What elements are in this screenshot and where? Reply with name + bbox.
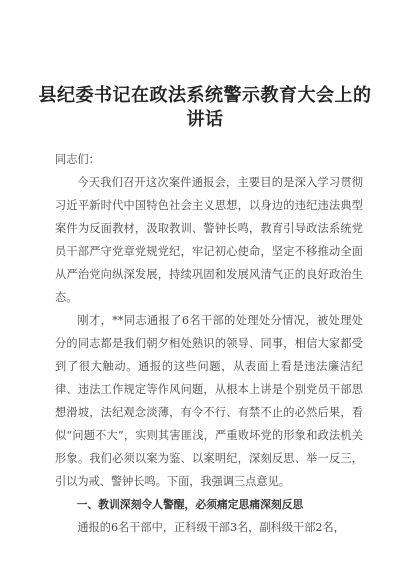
paragraph-report: 刚才，**同志通报了6名干部的处理处分情况，被处理处分的同志都是我们朝夕相处熟识的领导、同事，相信大家都受到了很大触动。通报的这些问题，从表面上看是违法廉洁纪律、违法工作规定等作风问题，从根本上讲是个别党员干部思想滑坡，法纪观念淡薄，有令不行、有禁不止的必然后果，看似“问题不大”，实则其害匪浅，严重败坏党的形象和政法机关形象。我们必须以案为鉴、以案明纪，深刻反思、举一反三，引以为戒、警钟长鸣。下面，我强调三点意见。 <box>55 314 363 488</box>
document-title: 县纪委书记在政法系统警示教育大会上的讲话 <box>38 85 372 130</box>
paragraph-partial: 通报的6名干部中，正科级干部3名，副科级干部2名， <box>77 521 345 534</box>
section-heading: 一、教训深刻令人警醒，必须痛定思痛深刻反思 <box>76 498 304 511</box>
salutation: 同志们： <box>55 153 100 166</box>
paragraph-intro: 今天我们召开这次案件通报会，主要目的是深入学习贯彻习近平新时代中国特色社会主义思想，以身边的违纪违法典型案件为反面教材，汲取教训、警钟长鸣，教育引导政法系统党员干部严守党章党规党纪，牢记初心使命，坚定不移推动全面从严治党向纵深发展，持续巩固和发展风清气正的良好政治生态。 <box>55 176 363 304</box>
document-body <box>55 148 363 539</box>
